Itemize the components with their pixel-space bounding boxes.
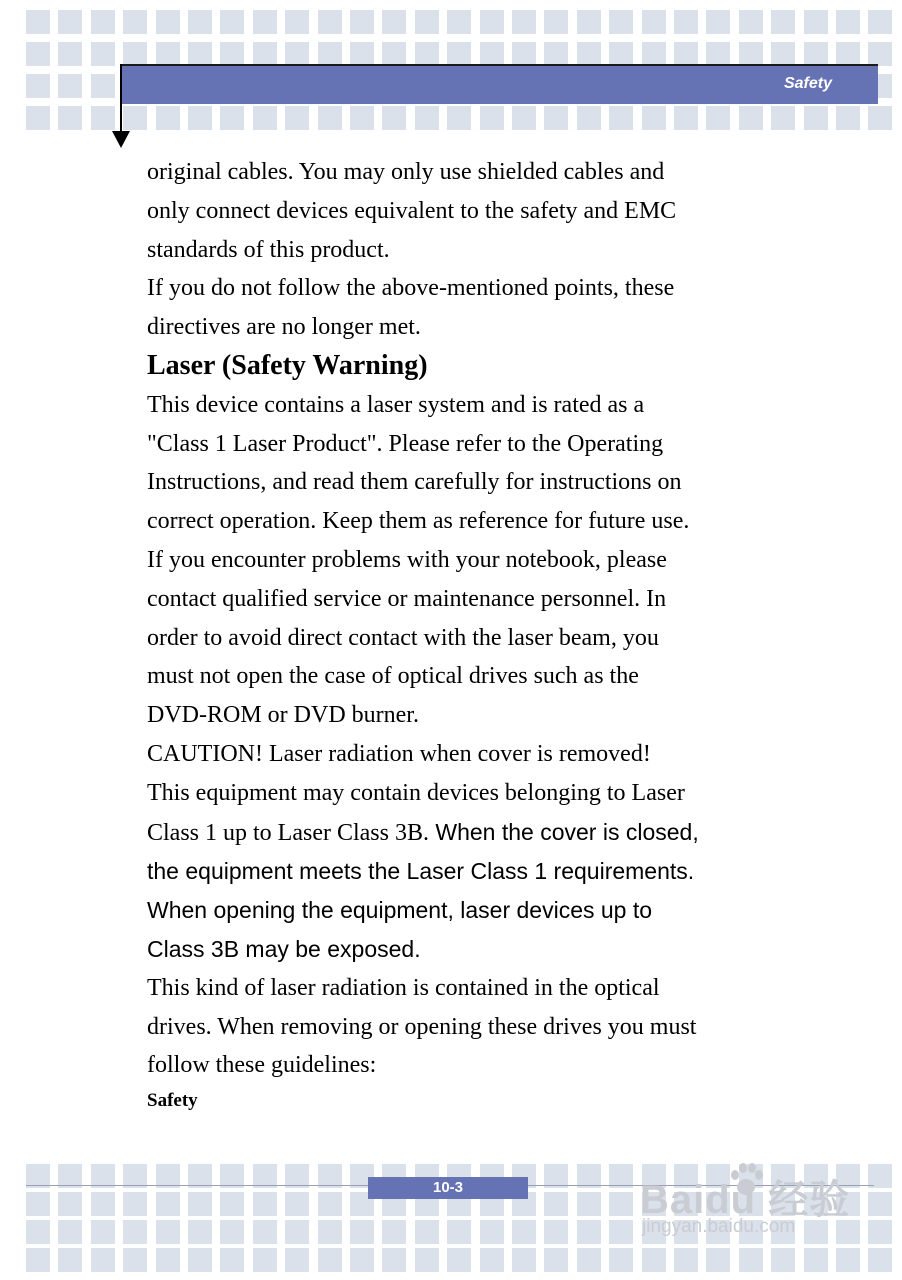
- grid-square: [415, 106, 439, 130]
- body-line: "Class 1 Laser Product". Please refer to the Operating: [147, 430, 664, 457]
- grid-square: [253, 42, 277, 66]
- grid-square: [480, 10, 504, 34]
- body-text-sans: When the cover is closed,: [429, 818, 699, 845]
- grid-square: [188, 1248, 212, 1272]
- grid-square: [285, 10, 309, 34]
- body-line: If you do not follow the above-mentioned points, these: [147, 275, 675, 302]
- grid-square: [26, 74, 50, 98]
- header-vertical-line: [120, 64, 122, 132]
- body-line: This kind of laser radiation is contained in the optical: [147, 974, 660, 1001]
- grid-square: [188, 1192, 212, 1216]
- grid-row: [26, 10, 902, 34]
- grid-square: [382, 106, 406, 130]
- body-line: original cables. You may only use shielded cables and: [147, 159, 665, 185]
- grid-square: [642, 106, 666, 130]
- grid-square: [382, 1220, 406, 1244]
- grid-square: [642, 42, 666, 66]
- grid-square: [285, 42, 309, 66]
- grid-square: [868, 42, 892, 66]
- grid-square: [26, 1220, 50, 1244]
- grid-square: [836, 10, 860, 34]
- grid-square: [674, 42, 698, 66]
- grid-square: [480, 1220, 504, 1244]
- grid-square: [739, 10, 763, 34]
- grid-square: [318, 1192, 342, 1216]
- grid-square: [447, 1248, 471, 1272]
- grid-square: [220, 106, 244, 130]
- grid-square: [771, 106, 795, 130]
- grid-square: [91, 1192, 115, 1216]
- grid-square: [544, 10, 568, 34]
- grid-square: [674, 106, 698, 130]
- grid-square: [285, 1192, 309, 1216]
- grid-square: [415, 42, 439, 66]
- grid-square: [512, 1220, 536, 1244]
- grid-square: [156, 10, 180, 34]
- grid-square: [156, 1220, 180, 1244]
- grid-square: [642, 1248, 666, 1272]
- grid-square: [868, 1192, 892, 1216]
- grid-square: [868, 1248, 892, 1272]
- body-line: correct operation. Keep them as reference for future use.: [147, 508, 690, 535]
- grid-square: [447, 1220, 471, 1244]
- grid-square: [804, 106, 828, 130]
- grid-row: [26, 42, 902, 66]
- grid-square: [577, 1248, 601, 1272]
- grid-square: [26, 1192, 50, 1216]
- section-title: Safety: [783, 75, 832, 92]
- grid-square: [123, 10, 147, 34]
- grid-square: [836, 106, 860, 130]
- grid-square: [91, 10, 115, 34]
- grid-square: [804, 10, 828, 34]
- grid-square: [739, 42, 763, 66]
- grid-square: [836, 42, 860, 66]
- grid-square: [26, 42, 50, 66]
- body-line: only connect devices equivalent to the safety and EMC: [147, 197, 677, 224]
- grid-square: [480, 1248, 504, 1272]
- grid-square: [123, 42, 147, 66]
- grid-square: [318, 1220, 342, 1244]
- grid-square: [58, 1248, 82, 1272]
- watermark-main: Baidu 经验: [640, 1178, 851, 1222]
- body-line: order to avoid direct contact with the laser beam, you: [147, 624, 659, 651]
- footer-label: Safety: [147, 1090, 198, 1111]
- body-text-serif: Class 1 up to Laser Class 3B.: [147, 819, 429, 846]
- grid-square: [220, 42, 244, 66]
- body-line: follow these guidelines:: [147, 1052, 377, 1079]
- body-line: DVD-ROM or DVD burner.: [147, 702, 419, 729]
- header-bar: [122, 64, 878, 104]
- grid-square: [220, 1220, 244, 1244]
- grid-square: [642, 10, 666, 34]
- grid-square: [609, 42, 633, 66]
- grid-square: [188, 10, 212, 34]
- grid-square: [26, 10, 50, 34]
- grid-square: [26, 1248, 50, 1272]
- grid-square: [58, 106, 82, 130]
- grid-square: [609, 106, 633, 130]
- grid-square: [836, 1248, 860, 1272]
- body-line: must not open the case of optical drives such as the: [147, 663, 639, 690]
- grid-square: [577, 1192, 601, 1216]
- grid-square: [91, 1248, 115, 1272]
- grid-square: [91, 42, 115, 66]
- grid-square: [350, 106, 374, 130]
- grid-square: [58, 1220, 82, 1244]
- body-line: This equipment may contain devices belonging to Laser: [147, 779, 685, 806]
- grid-square: [350, 1220, 374, 1244]
- grid-square: [123, 106, 147, 130]
- grid-square: [91, 1220, 115, 1244]
- grid-square: [609, 1220, 633, 1244]
- grid-square: [771, 1248, 795, 1272]
- grid-square: [123, 1220, 147, 1244]
- grid-row: [26, 1248, 902, 1272]
- grid-square: [382, 42, 406, 66]
- grid-square: [577, 10, 601, 34]
- grid-square: [156, 1192, 180, 1216]
- grid-square: [91, 106, 115, 130]
- grid-square: [609, 1248, 633, 1272]
- grid-square: [188, 42, 212, 66]
- grid-square: [318, 106, 342, 130]
- grid-square: [318, 42, 342, 66]
- grid-square: [415, 1248, 439, 1272]
- grid-square: [544, 1192, 568, 1216]
- grid-square: [447, 106, 471, 130]
- grid-square: [544, 1220, 568, 1244]
- page-number: 10-3: [368, 1177, 528, 1199]
- arrow-down-icon: [112, 131, 130, 148]
- body-line: Class 3B may be exposed.: [147, 935, 421, 962]
- grid-square: [609, 1192, 633, 1216]
- grid-square: [771, 10, 795, 34]
- body-line: If you encounter problems with your notebook, please: [147, 546, 667, 573]
- grid-square: [188, 1220, 212, 1244]
- body-line: Instructions, and read them carefully for instructions on: [147, 469, 682, 496]
- grid-square: [350, 10, 374, 34]
- grid-square: [350, 42, 374, 66]
- document-body: [147, 153, 787, 1085]
- grid-square: [739, 106, 763, 130]
- grid-square: [480, 106, 504, 130]
- body-line-mixed: [147, 813, 787, 853]
- grid-square: [220, 1192, 244, 1216]
- grid-square: [123, 1192, 147, 1216]
- grid-square: [318, 1248, 342, 1272]
- grid-square: [58, 42, 82, 66]
- grid-square: [253, 10, 277, 34]
- body-line: CAUTION! Laser radiation when cover is removed!: [147, 740, 651, 767]
- grid-square: [512, 10, 536, 34]
- body-line: standards of this product.: [147, 236, 390, 263]
- grid-square: [544, 1248, 568, 1272]
- grid-square: [156, 1248, 180, 1272]
- grid-square: [512, 1248, 536, 1272]
- grid-square: [285, 106, 309, 130]
- grid-square: [285, 1220, 309, 1244]
- body-line: This device contains a laser system and is rated as a: [147, 391, 645, 418]
- body-line: contact qualified service or maintenance personnel. In: [147, 585, 667, 612]
- grid-square: [91, 74, 115, 98]
- grid-square: [58, 74, 82, 98]
- grid-square: [220, 10, 244, 34]
- grid-square: [253, 1192, 277, 1216]
- grid-square: [253, 106, 277, 130]
- grid-square: [156, 42, 180, 66]
- grid-square: [350, 1248, 374, 1272]
- body-line: drives. When removing or opening these drives you must: [147, 1013, 697, 1040]
- grid-square: [674, 10, 698, 34]
- section-heading: Laser (Safety Warning): [147, 349, 428, 381]
- grid-square: [318, 10, 342, 34]
- grid-square: [739, 1248, 763, 1272]
- grid-square: [706, 106, 730, 130]
- grid-square: [512, 42, 536, 66]
- grid-square: [609, 10, 633, 34]
- grid-square: [156, 106, 180, 130]
- grid-square: [253, 1220, 277, 1244]
- grid-square: [382, 10, 406, 34]
- grid-square: [415, 1220, 439, 1244]
- grid-square: [512, 106, 536, 130]
- grid-square: [415, 10, 439, 34]
- grid-row: [26, 106, 902, 130]
- grid-square: [480, 42, 504, 66]
- body-line: When opening the equipment, laser devices up to: [147, 897, 653, 924]
- watermark-sub: jingyan.baidu.com: [642, 1216, 796, 1237]
- grid-square: [58, 10, 82, 34]
- grid-square: [220, 1248, 244, 1272]
- grid-square: [285, 1248, 309, 1272]
- grid-square: [577, 106, 601, 130]
- grid-square: [771, 42, 795, 66]
- grid-square: [188, 106, 212, 130]
- grid-square: [577, 1220, 601, 1244]
- grid-square: [253, 1248, 277, 1272]
- grid-square: [123, 1248, 147, 1272]
- grid-square: [26, 106, 50, 130]
- grid-square: [804, 1248, 828, 1272]
- grid-square: [382, 1248, 406, 1272]
- grid-square: [706, 42, 730, 66]
- grid-square: [706, 10, 730, 34]
- watermark: [640, 1160, 860, 1250]
- grid-square: [868, 1220, 892, 1244]
- grid-square: [447, 42, 471, 66]
- grid-square: [447, 10, 471, 34]
- grid-square: [706, 1248, 730, 1272]
- grid-square: [577, 42, 601, 66]
- body-line: directives are no longer met.: [147, 314, 421, 341]
- grid-square: [58, 1192, 82, 1216]
- grid-square: [674, 1248, 698, 1272]
- grid-square: [804, 42, 828, 66]
- body-line: the equipment meets the Laser Class 1 requirements.: [147, 858, 695, 885]
- grid-square: [544, 42, 568, 66]
- grid-square: [868, 106, 892, 130]
- grid-square: [544, 106, 568, 130]
- grid-square: [868, 10, 892, 34]
